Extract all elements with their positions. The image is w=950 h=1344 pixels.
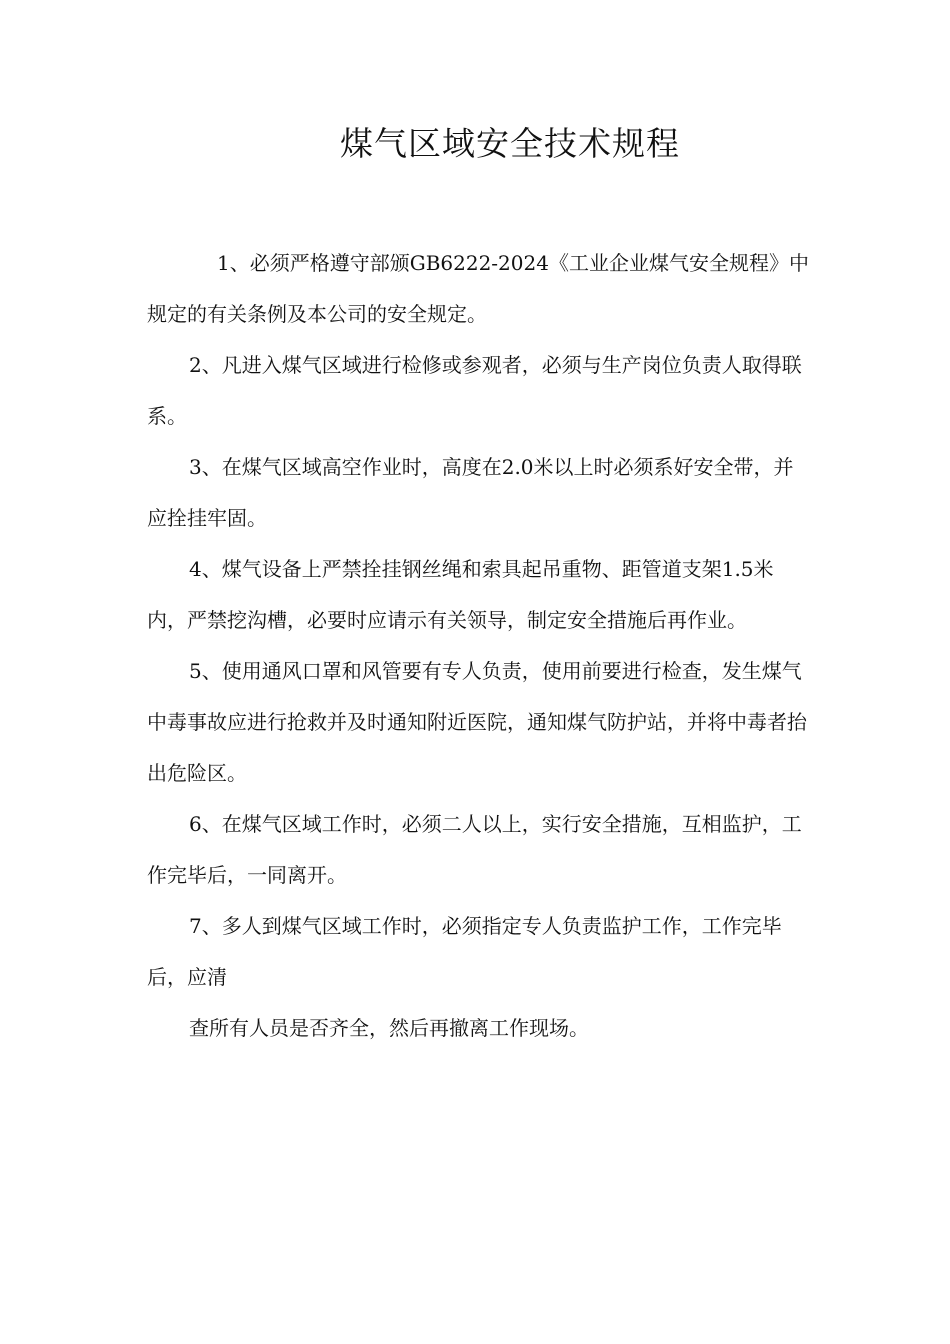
paragraph-8: 查所有人员是否齐全，然后再撤离工作现场。 [189,1016,589,1040]
paragraph-2: 2、凡进入煤气区域进行检修或参观者，必须与生产岗位负责人取得联系。 [147,353,802,428]
paragraph-3: 3、在煤气区域高空作业时，高度在2.0米以上时必须系好安全带，并应拴挂牢固。 [147,455,794,530]
paragraph-6: 6、在煤气区域工作时，必须二人以上，实行安全措施，互相监护，工作完毕后，一同离开。 [147,812,802,887]
paragraph-4: 4、煤气设备上严禁拴挂钢丝绳和索具起吊重物、距管道支架1.5米内，严禁挖沟槽，必要时应请示有关领导，制定安全措施后再作业。 [147,557,774,632]
document-body [147,238,809,1054]
paragraph-5: 5、使用通风口罩和风管要有专人负责，使用前要进行检查，发生煤气中毒事故应进行抢救并及时通知附近医院，通知煤气防护站，并将中毒者抬出危险区。 [147,659,807,785]
paragraph-7: 7、多人到煤气区域工作时，必须指定专人负责监护工作，工作完毕后，应清 [147,914,782,989]
document-title: 煤气区域安全技术规程 [340,124,680,163]
paragraph-1: 1、必须严格遵守部颁GB6222-2024《工业企业煤气安全规程》中规定的有关条例及本公司的安全规定。 [147,251,809,326]
